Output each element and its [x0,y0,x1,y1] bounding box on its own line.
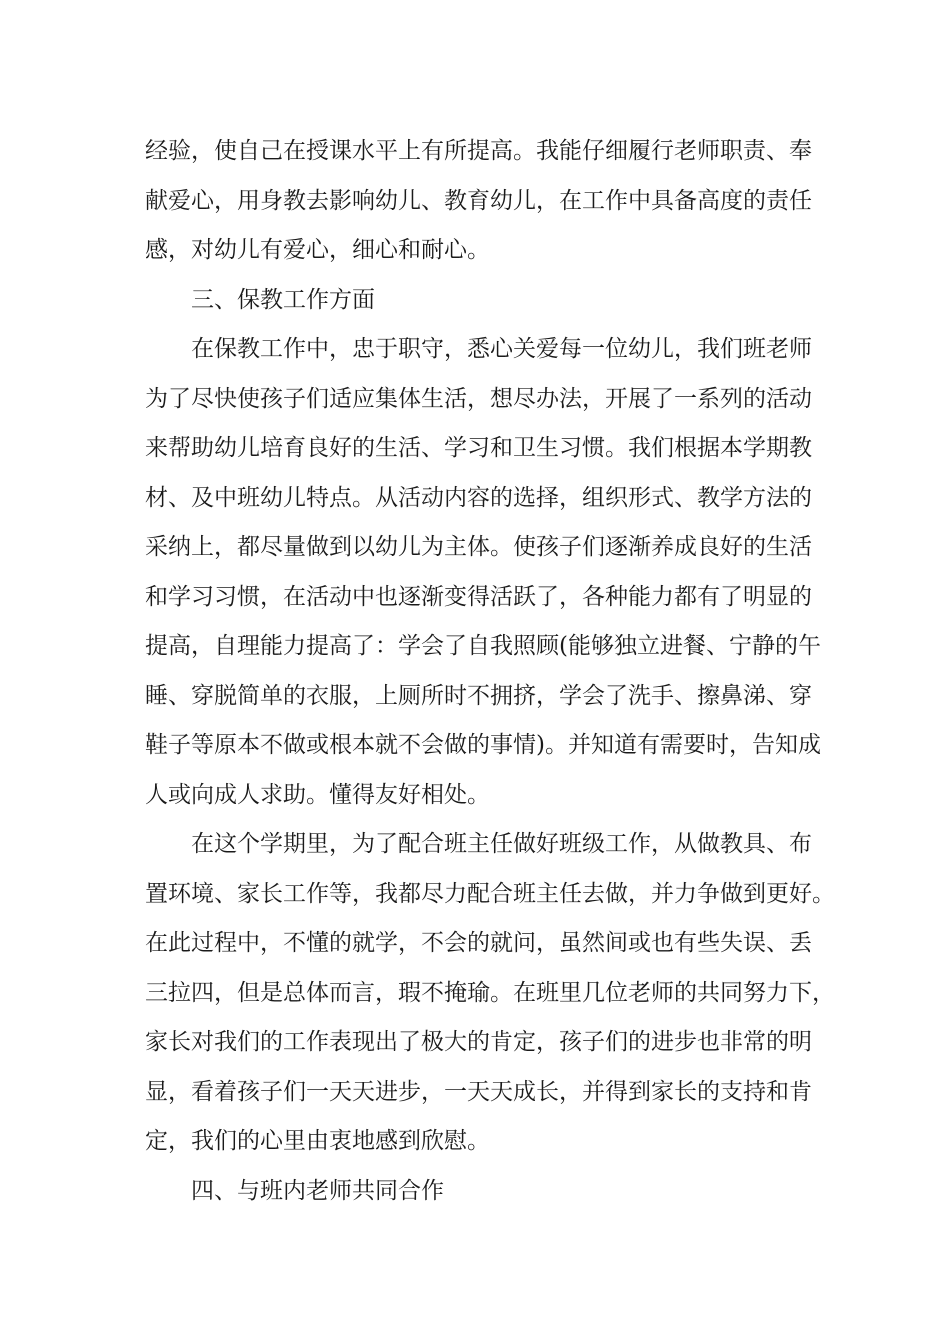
text-line: 和学习习惯，在活动中也逐渐变得活跃了，各种能力都有了明显的 [145,583,812,610]
text-line: 在保教工作中，忠于职守，悉心关爱每一位幼儿，我们班老师 [191,336,812,362]
text-line: 为了尽快使孩子们适应集体生活，想尽办法，开展了一系列的活动 [145,385,812,412]
text-line: 家长对我们的工作表现出了极大的肯定，孩子们的进步也非常的明 [145,1029,812,1055]
text-line: 人或向成人求助。懂得友好相处。 [145,781,490,808]
text-line: 四、与班内老师共同合作 [191,1177,444,1204]
text-line: 在这个学期里，为了配合班主任做好班级工作，从做教具、布 [191,831,812,857]
text-line: 采纳上，都尽量做到以幼儿为主体。使孩子们逐渐养成良好的生活 [145,534,812,560]
text-line: 经验，使自己在授课水平上有所提高。我能仔细履行老师职责、奉 [145,138,812,164]
text-line: 材、及中班幼儿特点。从活动内容的选择，组织形式、教学方法的 [145,484,812,511]
text-line: 三、保教工作方面 [191,286,375,313]
text-line: 三拉四，但是总体而言，瑕不掩瑜。在班里几位老师的共同努力下， [145,979,835,1006]
text-line: 定，我们的心里由衷地感到欣慰。 [145,1128,490,1154]
text-line: 感，对幼儿有爱心，细心和耐心。 [145,237,490,263]
text-line: 在此过程中，不懂的就学，不会的就问，虽然间或也有些失误、丢 [145,930,812,956]
text-line: 显，看着孩子们一天天进步，一天天成长，并得到家长的支持和肯 [145,1078,812,1105]
text-line: 来帮助幼儿培育良好的生活、学习和卫生习惯。我们根据本学期教 [145,435,812,461]
text-line: 献爱心，用身教去影响幼儿、教育幼儿，在工作中具备高度的责任 [145,187,812,214]
text-line: 睡、穿脱简单的衣服，上厕所时不拥挤，学会了洗手、擦鼻涕、穿 [145,682,812,709]
text-line: 提高，自理能力提高了：学会了自我照顾(能够独立进餐、宁静的午 [145,633,821,659]
text-line: 鞋子等原本不做或根本就不会做的事情)。并知道有需要时，告知成 [145,732,821,758]
text-line: 置环境、家长工作等，我都尽力配合班主任去做，并力争做到更好。 [145,880,835,907]
document-body [145,127,835,1216]
